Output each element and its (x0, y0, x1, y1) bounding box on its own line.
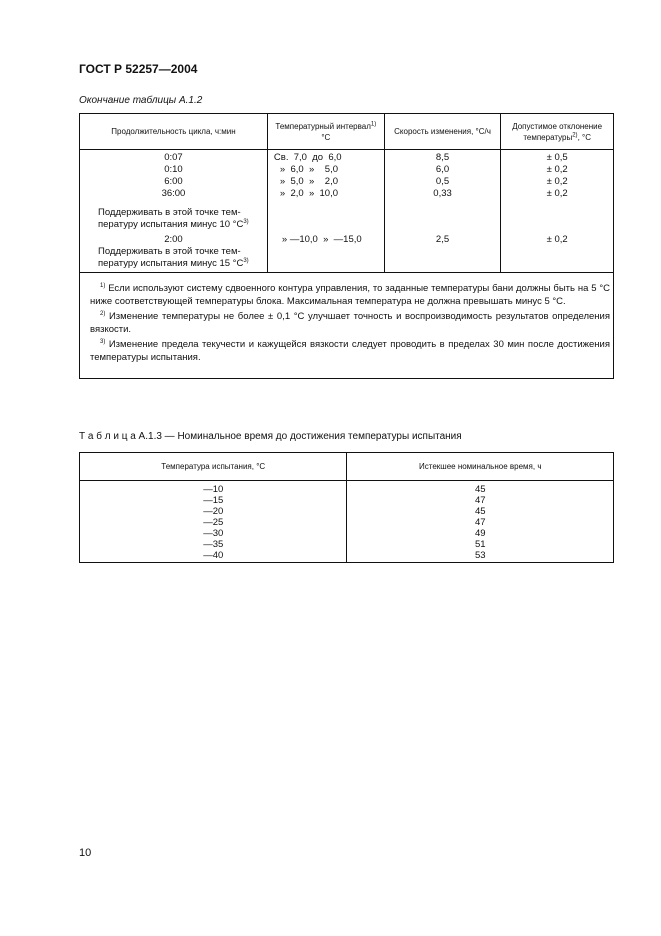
cell-test-temperature: —35 (203, 539, 224, 550)
header-cycle-duration: Продолжительность цикла, ч:мин (80, 114, 268, 150)
cell-tolerance: ± 0,2 (546, 164, 568, 175)
cell-interval: » 5,0 » 2,0 (279, 176, 339, 187)
cell-tolerance: ± 0,5 (546, 152, 568, 163)
cell-duration: 0:10 (164, 164, 183, 175)
cell-nominal-time: 47 (474, 495, 486, 506)
footnote-1: $^{1)}$ Если используют систему сдвоенного контура управления, то заданные температуры бани должны быть на 5 °С ниже соответствующей температуры блока. Максимальная температура не должна превышать минус 5 °С. (90, 282, 610, 307)
cell-test-temperature: —10 (203, 484, 224, 495)
header-test-temperature: Температура испытания, °С (80, 453, 347, 481)
header-rate: Скорость изменения, °С/ч (384, 114, 501, 150)
document-number: ГОСТ Р 52257—2004 (79, 62, 198, 76)
cell-nominal-time: 49 (474, 528, 486, 539)
cell-rate: 2,5 (435, 234, 450, 245)
hold-note-minus-10: Поддерживать в этой точке тем- пературу испытания минус 10 $^\circ С^{3)}$ (98, 207, 249, 230)
table-a12-header-row (80, 114, 614, 150)
cell-test-temperature: —30 (203, 528, 224, 539)
cell-test-temperature: —20 (203, 506, 224, 517)
cell-duration: 0:07 (164, 152, 183, 163)
cell-duration: 36:00 (161, 188, 186, 199)
cell-rate: 0,5 (435, 176, 450, 187)
cell-tolerance: ± 0,2 (546, 176, 568, 187)
cell-rate: 8,5 (435, 152, 450, 163)
cell-interval: » 2,0 » 10,0 (279, 188, 339, 199)
cell-interval: Св. 7,0 до 6,0 (273, 152, 342, 163)
table-a12 (79, 113, 614, 379)
table-a12-notes (80, 273, 613, 378)
table-a12-caption: Окончание таблицы А.1.2 (79, 95, 203, 106)
cell-tolerance: ± 0,2 (546, 234, 568, 245)
cell-nominal-time: 51 (474, 539, 486, 550)
table-a13-header-row (80, 453, 614, 481)
hold-note-minus-15: Поддерживать в этой точке тем- пературу испытания минус 15 $^\circ С^{3)}$ (98, 246, 249, 269)
cell-interval: » —10,0 » —15,0 (281, 234, 362, 245)
cell-nominal-time: 45 (474, 506, 486, 517)
cell-rate: 6,0 (435, 164, 450, 175)
footnote-3: $^{3)}$ Изменение предела текучести и кажущейся вязкости следует проводить в пределах 30 мин после достижения температуры испытания. (90, 338, 610, 363)
cell-nominal-time: 45 (474, 484, 486, 495)
cell-rate: 0,33 (433, 188, 452, 199)
table-a13-body (80, 481, 614, 563)
cell-duration: 2:00 (164, 234, 183, 245)
table-a12-notes-row (80, 273, 614, 379)
cell-nominal-time: 47 (474, 517, 486, 528)
table-a13-caption: Т а б л и ц а А.1.3 — Номинальное время до достижения температуры испытания (79, 431, 462, 442)
header-tolerance: Допустимое отклонение температуры$^{2)}$, °С (501, 114, 614, 150)
cell-interval: » 6,0 » 5,0 (279, 164, 339, 175)
header-nominal-time: Истекшее номинальное время, ч (347, 453, 614, 481)
table-a13 (79, 452, 614, 563)
footnote-2: $^{2)}$ Изменение температуры не более ± 0,1 °С улучшает точность и воспроизводимость результатов определения вязкости. (90, 310, 610, 335)
cell-duration: 6:00 (164, 176, 183, 187)
cell-test-temperature: —25 (203, 517, 224, 528)
header-temperature-interval: Температурный интервал$^{1)}$ °C (267, 114, 384, 150)
cell-test-temperature: —15 (203, 495, 224, 506)
page-number: 10 (79, 847, 92, 859)
table-a12-body (80, 150, 614, 273)
cell-test-temperature: —40 (203, 550, 224, 561)
cell-nominal-time: 53 (474, 550, 486, 561)
cell-tolerance: ± 0,2 (546, 188, 568, 199)
